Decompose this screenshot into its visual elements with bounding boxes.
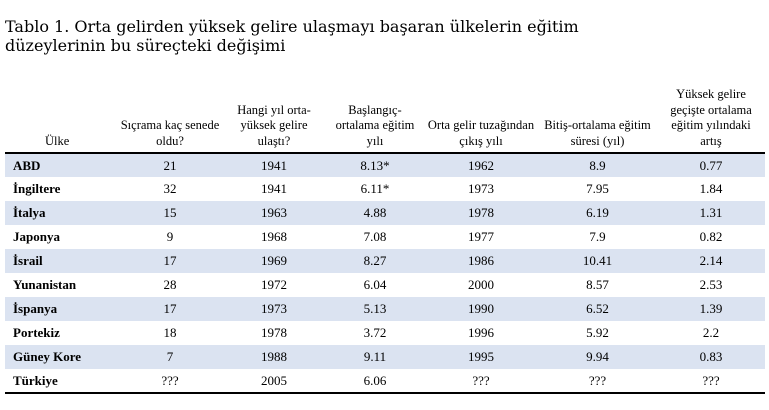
cell-start-education: 8.27 (363, 253, 387, 268)
cell-end-education: ??? (588, 372, 607, 388)
cell-start-education: 4.88 (363, 205, 387, 220)
cell-exit-year: 1990 (468, 301, 494, 316)
cell-start-education: 6.11* (360, 181, 390, 196)
cell-country: İngiltere (13, 181, 61, 196)
cell-education-increase: 0.82 (699, 229, 723, 244)
cell-jump-years: 7 (166, 349, 174, 364)
cell-end-education: 8.57 (586, 277, 609, 292)
cell-education-increase: 2.2 (702, 325, 720, 340)
cell-exit-year: 1977 (468, 229, 494, 244)
cell-exit-year: 1995 (468, 349, 494, 364)
education-table (5, 57, 765, 394)
cell-end-education: 7.95 (586, 181, 609, 196)
cell-jump-years: 9 (166, 229, 174, 244)
table-row (5, 345, 765, 369)
cell-country: Japonya (13, 229, 60, 244)
cell-end-education: 6.52 (586, 301, 609, 316)
cell-exit-year: 1962 (468, 157, 494, 173)
cell-country: ABD (13, 157, 41, 173)
cell-education-increase: 0.77 (699, 157, 723, 173)
cell-education-increase: ??? (702, 372, 720, 388)
table-row (5, 273, 765, 297)
column-header-start-education: Başlangıç-ortalama eğitim yılı (335, 102, 415, 148)
cell-exit-year: 2000 (468, 277, 494, 292)
cell-education-increase: 1.39 (699, 301, 723, 316)
cell-upper-middle-year: 1973 (261, 301, 287, 316)
cell-education-increase: 1.84 (699, 181, 723, 196)
table-title: Tablo 1. Orta gelirden yüksek gelire ulaşmayı başaran ülkelerin eğitim düzeylerinin bu süreçteki değişimi (5, 17, 579, 55)
cell-jump-years: 18 (163, 325, 177, 340)
cell-upper-middle-year: 1988 (261, 349, 287, 364)
header-row (5, 57, 765, 153)
cell-upper-middle-year: 1968 (261, 229, 287, 244)
cell-end-education: 6.19 (586, 205, 609, 220)
cell-education-increase: 2.53 (699, 277, 723, 292)
column-header-education-increase: Yüksek gelire geçişte ortalama eğitim yılındaki artış (670, 87, 752, 148)
column-header-country: Ülke (45, 133, 70, 148)
cell-upper-middle-year: 1941 (261, 157, 287, 173)
cell-country: Türkiye (13, 372, 58, 388)
cell-exit-year: 1973 (468, 181, 494, 196)
cell-end-education: 9.94 (586, 349, 609, 364)
cell-start-education: 6.04 (363, 277, 387, 292)
cell-education-increase: 2.14 (699, 253, 723, 268)
cell-country: Yunanistan (13, 277, 77, 292)
cell-start-education: 3.72 (363, 325, 387, 340)
cell-upper-middle-year: 2005 (261, 372, 287, 388)
cell-end-education: 5.92 (586, 325, 609, 340)
table-row (5, 249, 765, 273)
cell-education-increase: 1.31 (699, 205, 723, 220)
cell-start-education: 9.11 (363, 349, 387, 364)
column-header-exit-year: Orta gelir tuzağından çıkış yılı (427, 118, 535, 148)
cell-country: İtalya (13, 205, 46, 220)
cell-jump-years: 28 (163, 277, 177, 292)
cell-jump-years: 21 (163, 157, 177, 173)
cell-country: Portekiz (13, 325, 60, 340)
cell-upper-middle-year: 1941 (261, 181, 287, 196)
cell-country: Güney Kore (13, 349, 82, 364)
cell-upper-middle-year: 1969 (261, 253, 287, 268)
table-row (5, 177, 765, 201)
cell-jump-years: 17 (163, 253, 177, 268)
cell-jump-years: ??? (161, 372, 179, 388)
table-row (5, 321, 765, 345)
cell-country: İsrail (13, 253, 43, 268)
cell-exit-year: 1996 (468, 325, 494, 340)
cell-country: İspanya (13, 301, 58, 316)
cell-start-education: 6.06 (363, 372, 387, 388)
cell-exit-year: 1978 (468, 205, 494, 220)
cell-start-education: 8.13* (360, 157, 390, 173)
table-row (5, 225, 765, 249)
column-header-upper-middle-year: Hangi yıl orta-yüksek gelire ulaştı? (237, 102, 311, 148)
cell-exit-year: 1986 (468, 253, 494, 268)
cell-upper-middle-year: 1978 (261, 325, 287, 340)
cell-exit-year: ??? (472, 372, 490, 388)
cell-education-increase: 0.83 (699, 349, 723, 364)
cell-end-education: 7.9 (589, 229, 606, 244)
cell-jump-years: 15 (163, 205, 177, 220)
cell-start-education: 7.08 (363, 229, 387, 244)
cell-jump-years: 17 (163, 301, 177, 316)
column-header-jump-years: Sıçrama kaç senede oldu? (120, 118, 220, 148)
cell-end-education: 10.41 (582, 253, 613, 268)
table-row (5, 201, 765, 225)
cell-end-education: 8.9 (589, 157, 606, 173)
table-row (5, 297, 765, 321)
cell-jump-years: 32 (163, 181, 177, 196)
cell-upper-middle-year: 1963 (261, 205, 287, 220)
table-row (5, 369, 765, 393)
table-row (5, 153, 765, 177)
cell-start-education: 5.13 (363, 301, 387, 316)
cell-upper-middle-year: 1972 (261, 277, 287, 292)
column-header-end-education: Bitiş-ortalama eğitim süresi (yıl) (544, 118, 651, 148)
